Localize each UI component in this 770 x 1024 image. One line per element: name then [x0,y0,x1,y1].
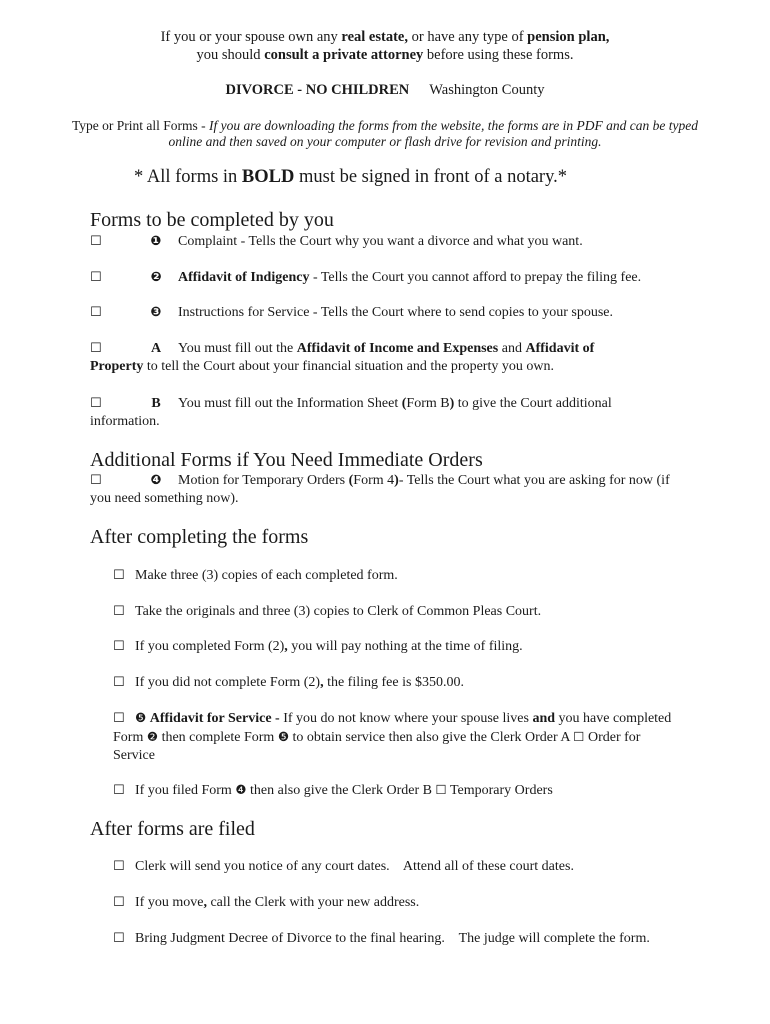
checkbox[interactable]: ☐ [90,305,102,320]
number-1-icon: ❶ [150,234,162,249]
section-heading-forms-to-complete: Forms to be completed by you [90,209,334,231]
number-2-icon: ❷ [150,270,162,285]
letter-a-label: A [150,341,162,356]
form-2-indigency-item: ☐ ❷ Affidavit of Indigency - Tells the Court you cannot afford to prepay the filing fee. [90,270,642,285]
number-2-icon: ❷ [146,729,159,744]
number-5-icon: ❺ [135,710,147,725]
type-or-print-note: Type or Print all Forms - If you are downloading the forms from the website, the forms are in PDF and can be typed online and then saved on your computer or flash drive for revision and printing. [72,118,698,149]
checkbox[interactable]: ☐ [90,396,102,411]
form-b-information-sheet-item: ☐ B You must fill out the Information Sheet (Form B) to give the Court additional information. [90,396,612,429]
step-no-fee: ☐ If you completed Form (2), you will pay nothing at the time of filing. [113,639,523,654]
number-4-icon: ❹ [150,473,162,488]
form-1-complaint-item: ☐ ❶ Complaint - Tells the Court why you want a divorce and what you want. [90,234,583,249]
checkbox[interactable]: ☐ [113,639,125,654]
letter-b-label: B [151,396,161,411]
checkbox[interactable]: ☐ [90,234,102,249]
checkbox[interactable]: ☐ [113,568,125,583]
section-heading-after-completing: After completing the forms [90,526,309,548]
attorney-warning [0,28,770,64]
attorney-warning-line-1: If you or your spouse own any real estate, or have any type of pension plan, [160,29,610,45]
document-title [0,82,770,99]
form-4-temporary-orders-item: ☐ ❹ Motion for Temporary Orders (Form 4)- Tells the Court what you are asking for now (if you need something now). [90,473,670,506]
step-new-address: ☐ If you move, call the Clerk with your new address. [113,895,420,910]
checkbox[interactable]: ☐ [113,604,125,619]
section-heading-after-filed: After forms are filed [90,818,255,840]
checkbox-glyph: ☐ [435,782,447,797]
number-4-icon: ❹ [235,782,247,797]
form-3-service-item: ☐ ❸ Instructions for Service - Tells the Court where to send copies to your spouse. [90,305,614,320]
checkbox[interactable]: ☐ [90,473,102,488]
checkbox[interactable]: ☐ [90,270,102,285]
number-5-icon: ❺ [277,729,290,744]
checkbox[interactable]: ☐ [90,341,102,356]
checkbox[interactable]: ☐ [113,895,125,910]
step-filing-fee: ☐ If you did not complete Form (2), the filing fee is $350.00. [113,675,464,690]
section-heading-immediate-orders: Additional Forms if You Need Immediate Orders [90,449,483,471]
step-court-dates: ☐ Clerk will send you notice of any court dates. Attend all of these court dates. [113,859,574,874]
form-a-affidavits-item: ☐ A You must fill out the Affidavit of Income and Expenses and Affidavit of Property to tell the Court about your financial situation and the property you own. [90,341,595,374]
step-order-b: ☐ If you filed Form ❹ then also give the Clerk Order B ☐ Temporary Orders [113,782,553,798]
step-affidavit-for-service: ☐ ❺ Affidavit for Service - If you do not know where your spouse lives and you have completed Form ❷ then complete Form ❺ to obtain service then also give the Clerk Order A ☐ Order for Service [113,710,672,763]
number-3-icon: ❸ [150,305,162,320]
notary-notice: * All forms in BOLD must be signed in front of a notary.* [134,167,568,187]
step-make-copies: ☐ Make three (3) copies of each completed form. [113,568,398,583]
checkbox[interactable]: ☐ [113,711,125,726]
attorney-warning-line-2: you should consult a private attorney before using these forms. [196,47,574,63]
step-judgment-decree: ☐ Bring Judgment Decree of Divorce to the final hearing. The judge will complete the form. [113,931,650,946]
checkbox[interactable]: ☐ [113,783,125,798]
county-name: Washington County [429,82,545,98]
checkbox[interactable]: ☐ [113,859,125,874]
checkbox[interactable]: ☐ [113,931,125,946]
checkbox[interactable]: ☐ [113,675,125,690]
title-text: DIVORCE - NO CHILDREN [225,82,410,98]
checkbox-glyph: ☐ [573,729,585,744]
step-take-originals: ☐ Take the originals and three (3) copies to Clerk of Common Pleas Court. [113,604,542,619]
